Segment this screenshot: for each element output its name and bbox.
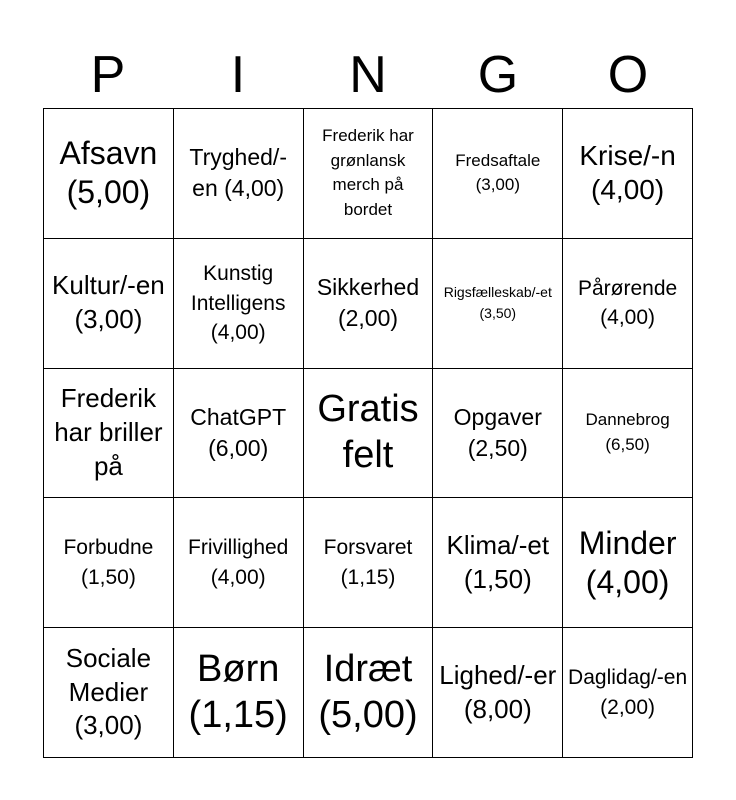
bingo-cell[interactable]: Rigsfælleskab/-et (3,50) xyxy=(433,239,563,369)
bingo-cell[interactable]: Børn (1,15) xyxy=(174,628,304,758)
bingo-cell[interactable]: Pårørende (4,00) xyxy=(563,239,693,369)
bingo-cell[interactable]: Afsavn (5,00) xyxy=(44,109,174,239)
bingo-cell[interactable]: Lighed/-er (8,00) xyxy=(433,628,563,758)
header-letter-g: G xyxy=(477,46,519,104)
header-letter-o: O xyxy=(607,46,649,104)
bingo-cell[interactable]: Sikkerhed (2,00) xyxy=(304,239,434,369)
bingo-cell[interactable]: Dannebrog (6,50) xyxy=(563,369,693,499)
bingo-cell[interactable]: Fredsaftale (3,00) xyxy=(433,109,563,239)
free-space-cell[interactable]: Gratis felt xyxy=(304,369,434,499)
bingo-cell[interactable]: Klima/-et (1,50) xyxy=(433,498,563,628)
bingo-cell[interactable]: Frivillighed (4,00) xyxy=(174,498,304,628)
header-letter-i: I xyxy=(230,46,246,104)
bingo-cell[interactable]: Daglidag/-en (2,00) xyxy=(563,628,693,758)
bingo-cell[interactable]: Krise/-n (4,00) xyxy=(563,109,693,239)
bingo-cell[interactable]: Kultur/-en (3,00) xyxy=(44,239,174,369)
bingo-cell[interactable]: Tryghed/-en (4,00) xyxy=(174,109,304,239)
bingo-cell[interactable]: ChatGPT (6,00) xyxy=(174,369,304,499)
bingo-cell[interactable]: Opgaver (2,50) xyxy=(433,369,563,499)
bingo-cell[interactable]: Frederik har grønlansk merch på bordet xyxy=(304,109,434,239)
bingo-cell[interactable]: Idræt (5,00) xyxy=(304,628,434,758)
bingo-grid xyxy=(43,108,693,758)
bingo-cell[interactable]: Sociale Medier (3,00) xyxy=(44,628,174,758)
bingo-cell[interactable]: Frederik har briller på xyxy=(44,369,174,499)
bingo-header xyxy=(43,40,693,110)
bingo-cell[interactable]: Minder (4,00) xyxy=(563,498,693,628)
bingo-cell[interactable]: Forbudne (1,50) xyxy=(44,498,174,628)
header-letter-p: P xyxy=(90,46,126,104)
bingo-cell[interactable]: Forsvaret (1,15) xyxy=(304,498,434,628)
bingo-cell[interactable]: Kunstig Intelligens (4,00) xyxy=(174,239,304,369)
header-letter-n: N xyxy=(349,46,387,104)
